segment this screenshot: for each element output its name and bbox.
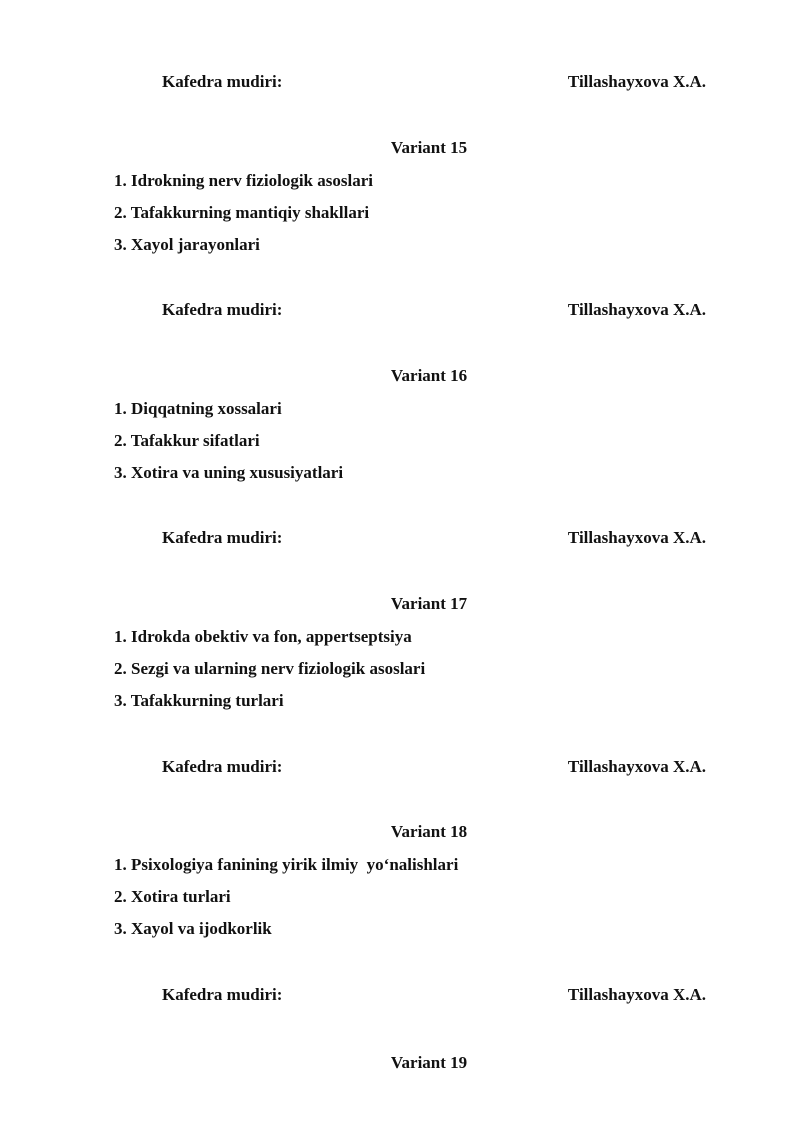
question-item: 2. Sezgi va ularning nerv fiziologik asoslari (114, 659, 426, 678)
question-item: 2. Xotira turlari (114, 887, 231, 906)
signature-label: Kafedra mudiri: (162, 528, 283, 547)
variant-title: Variant 18 (390, 822, 468, 841)
question-item: 3. Tafakkurning turlari (114, 691, 284, 710)
variant-title: Variant 17 (390, 594, 468, 613)
signature-name: Tillashayxova X.A. (567, 757, 706, 776)
question-item: 2. Tafakkurning mantiqiy shakllari (114, 203, 370, 222)
question-item: 1. Idrokning nerv fiziologik asoslari (114, 171, 373, 190)
question-item: 3. Xotira va uning xususiyatlari (114, 463, 344, 482)
signature-label: Kafedra mudiri: (162, 757, 283, 776)
signature-name: Tillashayxova X.A. (567, 528, 706, 547)
question-item: 1. Idrokda obektiv va fon, appertseptsiya (114, 627, 412, 646)
question-item: 2. Tafakkur sifatlari (114, 431, 260, 450)
question-item: 1. Psixologiya fanining yirik ilmiy yo‘nalishlari (114, 855, 459, 874)
question-item: 3. Xayol jarayonlari (114, 235, 260, 254)
question-item: 3. Xayol va ijodkorlik (114, 919, 272, 938)
variant-title: Variant 16 (390, 366, 468, 385)
signature-label: Kafedra mudiri: (162, 72, 283, 91)
signature-label: Kafedra mudiri: (162, 985, 283, 1004)
variant-title: Variant 19 (390, 1053, 468, 1072)
variant-title: Variant 15 (390, 138, 468, 157)
signature-label: Kafedra mudiri: (162, 300, 283, 319)
signature-name: Tillashayxova X.A. (567, 985, 706, 1004)
signature-name: Tillashayxova X.A. (567, 72, 706, 91)
signature-name: Tillashayxova X.A. (567, 300, 706, 319)
question-item: 1. Diqqatning xossalari (114, 399, 282, 418)
